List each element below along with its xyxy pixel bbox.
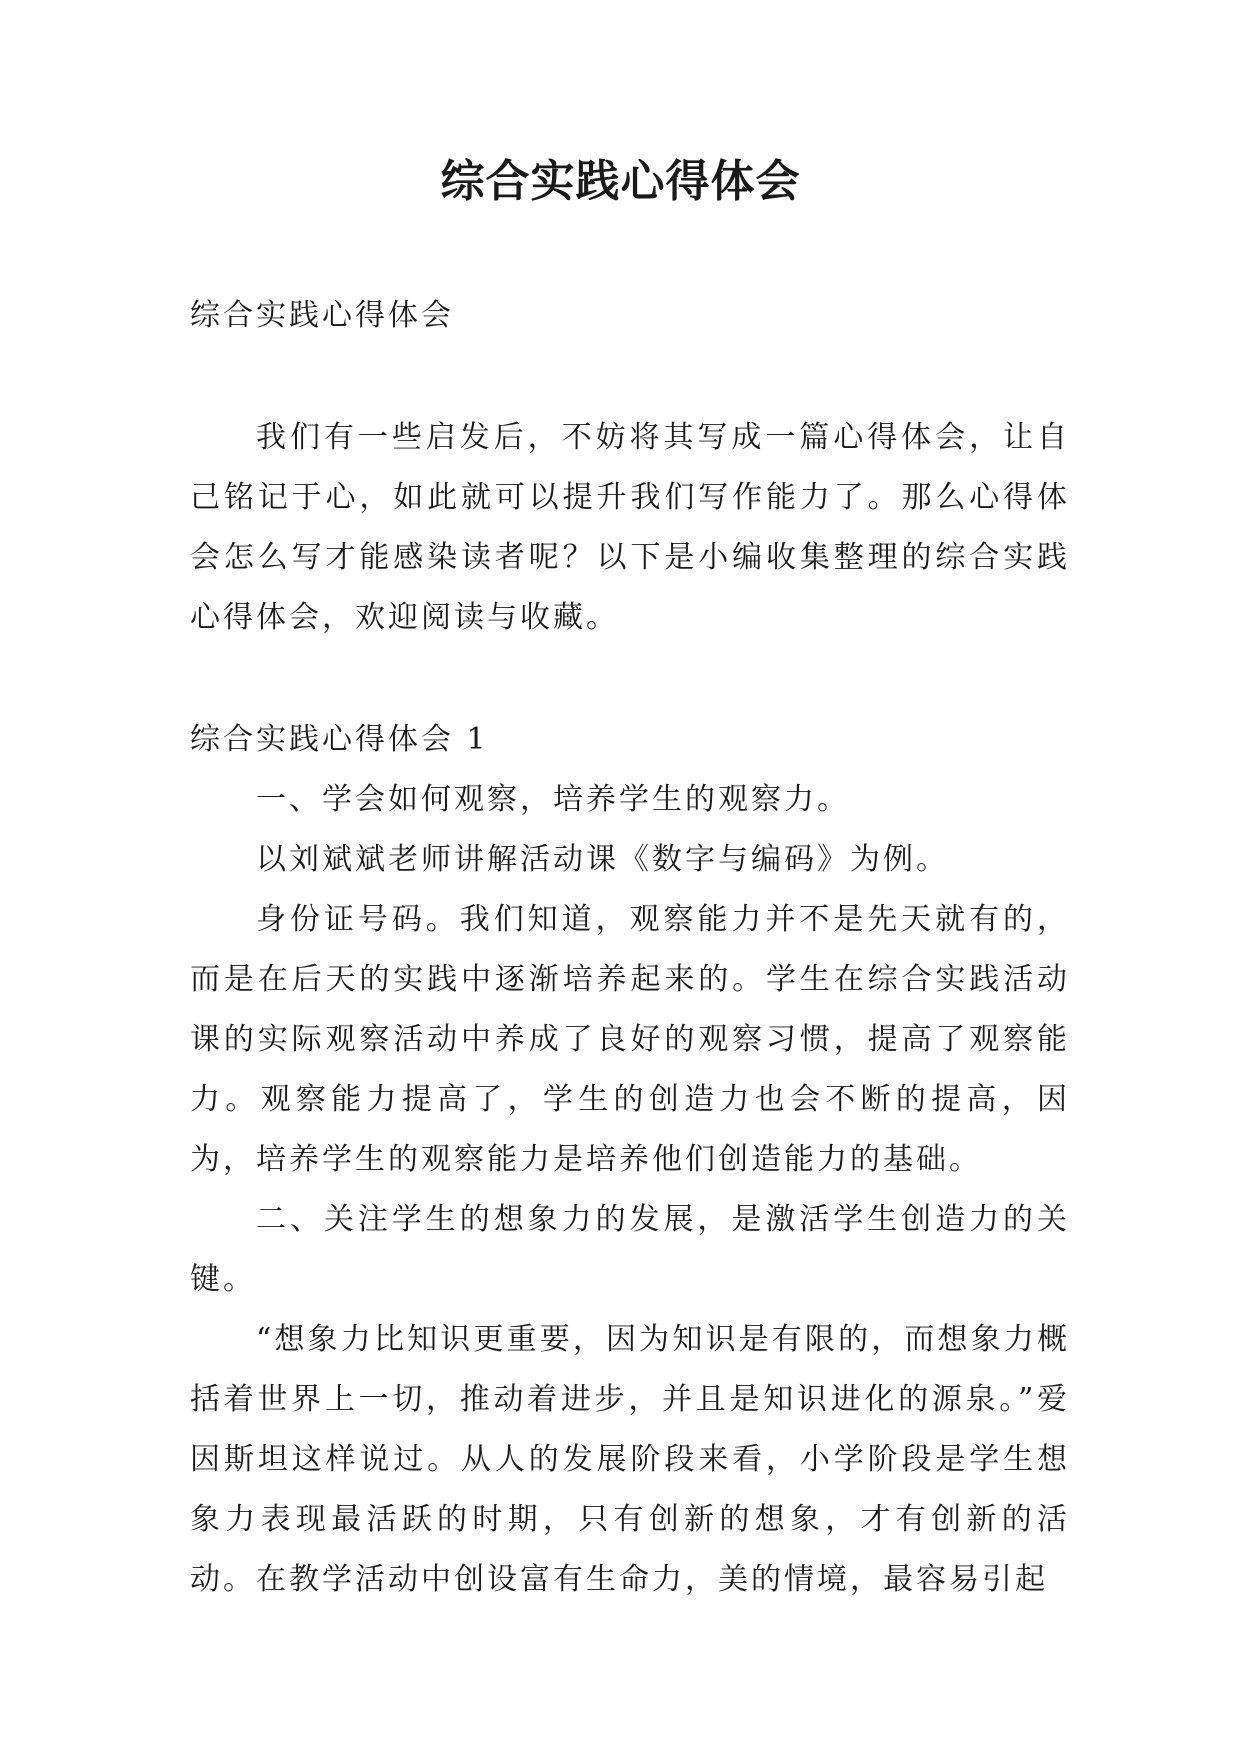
- document-body: [190, 286, 1070, 1610]
- intro-paragraph: 我们有一些启发后，不妨将其写成一篇心得体会，让自己铭记于心，如此就可以提升我们写作能力了。那么心得体会怎么写才能感染读者呢？以下是小编收集整理的综合实践心得体会，欢迎阅读与收藏。: [190, 420, 1070, 635]
- body-paragraph: “想象力比知识更重要，因为知识是有限的，而想象力概括着世界上一切，推动着进步，并且是知识进化的源泉。”爱因斯坦这样说过。从人的发展阶段来看，小学阶段是学生想象力表现最活跃的时期，只有创新的想象，才有创新的活动。在教学活动中创设富有生命力，美的情境，最容易引起: [190, 1322, 1070, 1597]
- body-paragraph: 以刘斌斌老师讲解活动课《数字与编码》为例。: [256, 842, 949, 877]
- section-heading: 综合实践心得体会 1: [190, 722, 489, 757]
- body-paragraph: 一、学会如何观察，培养学生的观察力。: [256, 782, 850, 817]
- document-subtitle: 综合实践心得体会: [190, 298, 454, 333]
- body-paragraph: 二、关注学生的想象力的发展，是激活学生创造力的关键。: [190, 1202, 1070, 1297]
- body-paragraph: 身份证号码。我们知道，观察能力并不是先天就有的，而是在后天的实践中逐渐培养起来的。学生在综合实践活动课的实际观察活动中养成了良好的观察习惯，提高了观察能力。观察能力提高了，学生的创造力也会不断的提高，因为，培养学生的观察能力是培养他们创造能力的基础。: [190, 902, 1070, 1177]
- document-title: 综合实践心得体会: [440, 156, 801, 207]
